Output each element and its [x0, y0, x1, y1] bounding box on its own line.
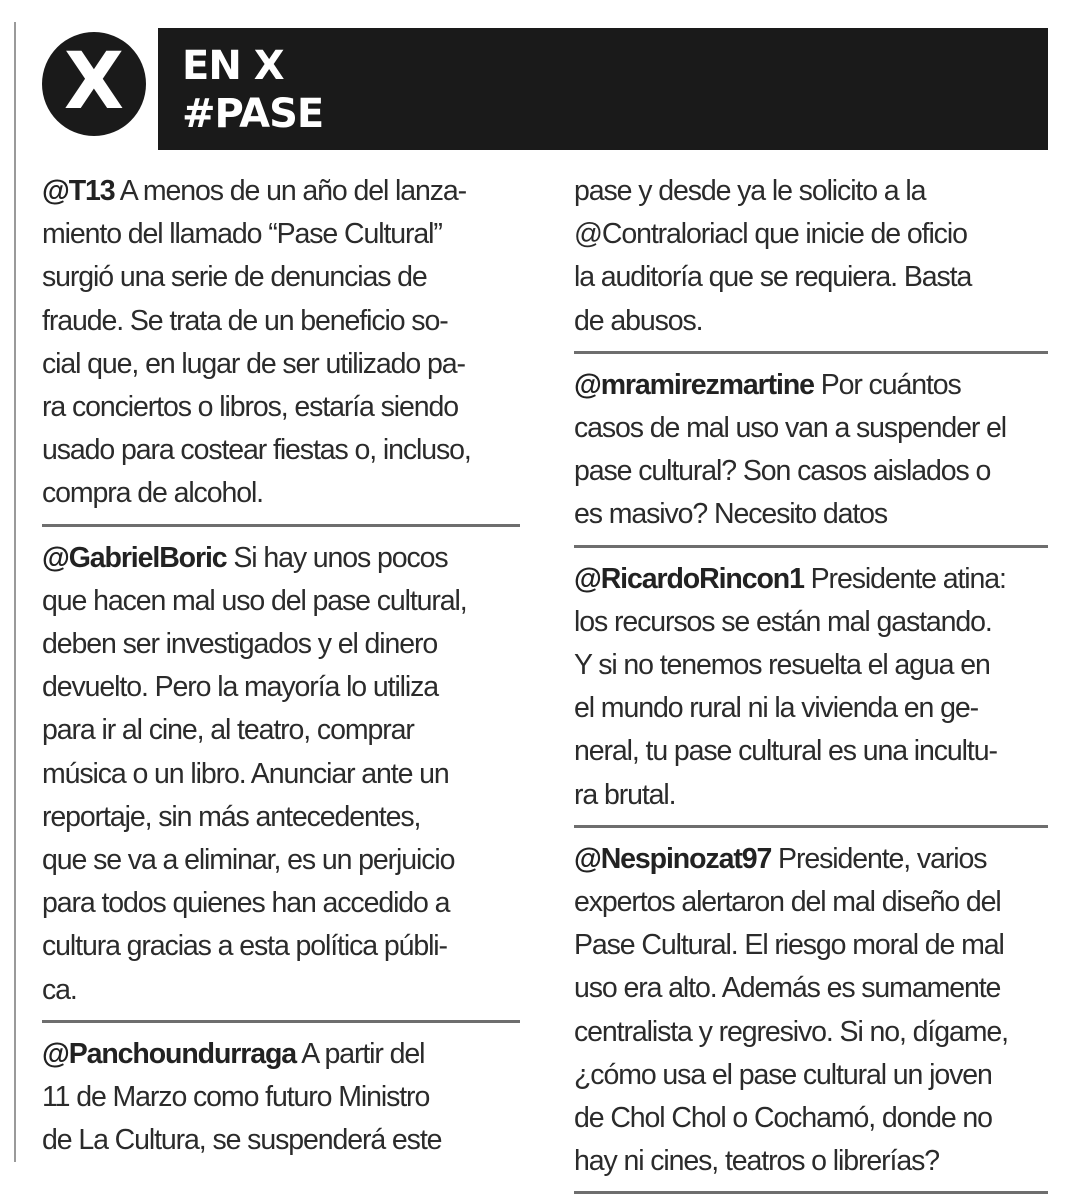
left-column: [42, 170, 520, 1162]
tweet-line: ca.: [42, 973, 77, 1006]
x-logo-icon: [42, 32, 146, 136]
tweet-line: centralista y regresivo. Si no, dígame,: [574, 1015, 1008, 1048]
tweet-line: surgió una serie de denuncias de: [42, 261, 427, 294]
entry-divider: [574, 1191, 1048, 1194]
tweet-line: música o un libro. Anunciar ante un: [42, 757, 449, 790]
tweet-line: cultura gracias a esta política públi-: [42, 930, 447, 963]
tweet-handle: @Nespinozat97: [574, 842, 772, 875]
tweet-line: que se va a eliminar, es un perjuicio: [42, 844, 455, 877]
tweet-line: compra de alcohol.: [42, 477, 264, 510]
tweet-line: uso era alto. Además es sumamente: [574, 972, 1001, 1005]
x-logo-letter: X: [63, 37, 125, 127]
tweet-line: para ir al cine, al teatro, comprar: [42, 714, 414, 747]
tweet-line: cial que, en lugar de ser utilizado pa-: [42, 347, 465, 380]
tweet-line: hay ni cines, teatros o librerías?: [574, 1145, 939, 1178]
tweet-line: [574, 558, 1048, 601]
tweet-line: [42, 1033, 520, 1076]
tweet-line: usado para costear fiestas o, incluso,: [42, 434, 471, 467]
tweet-line: de La Cultura, se suspenderá este: [42, 1124, 442, 1157]
tweet-line: [42, 170, 520, 213]
tweet-line: de Chol Chol o Cochamó, donde no: [574, 1102, 992, 1135]
section-title-line1: EN X: [182, 43, 284, 89]
tweet-line: que hacen mal uso del pase cultural,: [42, 584, 467, 617]
tweet-handle: @Panchoundurraga: [42, 1037, 297, 1070]
tweet-line: el mundo rural ni la vivienda en ge-: [574, 692, 978, 725]
tweet-line: pase y desde ya le solicito a la: [574, 175, 926, 207]
tweet-line: @Contraloriacl que inicie de oficio: [574, 218, 967, 251]
tweet-line: Y si no tenemos resuelta el agua en: [574, 649, 990, 682]
tweet-line: los recursos se están mal gastando.: [574, 605, 992, 638]
tweet-entry-t13: [42, 170, 520, 516]
tweet-handle: @RicardoRincon1: [574, 562, 804, 595]
tweet-handle: @mramirezmartine: [574, 368, 814, 401]
tweet-text: Si hay unos pocos: [226, 541, 448, 574]
tweet-line: pase cultural? Son casos aislados o: [574, 455, 991, 488]
tweet-handle: @GabrielBoric: [42, 541, 227, 574]
tweet-entry-ricardorincon1: [574, 558, 1048, 817]
tweet-line: expertos alertaron del mal diseño del: [574, 886, 1001, 919]
tweet-line: fraude. Se trata de un beneficio so-: [42, 304, 448, 337]
tweet-entry-mramirezmartine: [574, 364, 1048, 537]
tweet-line: [574, 364, 1048, 407]
entry-divider: [574, 351, 1048, 354]
tweet-text: A menos de un año del lanza-: [114, 175, 467, 207]
tweet-line: deben ser investigados y el dinero: [42, 628, 438, 661]
entry-divider: [574, 825, 1048, 828]
section-title-line2: #PASE: [182, 91, 324, 137]
tweet-line: devuelto. Pero la mayoría lo utiliza: [42, 671, 439, 704]
section-header: [158, 28, 1048, 150]
entry-divider: [42, 524, 520, 527]
tweet-line: [574, 838, 1048, 881]
tweet-text: Por cuántos: [813, 368, 961, 401]
tweet-line: de abusos.: [574, 304, 703, 337]
tweet-line: la auditoría que se requiera. Basta: [574, 261, 972, 294]
tweet-line: 11 de Marzo como futuro Ministro: [42, 1081, 430, 1114]
tweet-handle: @T13: [42, 175, 115, 207]
tweet-line: es masivo? Necesito datos: [574, 498, 888, 531]
tweet-line: [42, 537, 520, 580]
tweet-text: Presidente, varios: [771, 842, 987, 875]
tweet-text: A partir del: [296, 1037, 425, 1070]
tweet-line: miento del llamado “Pase Cultural”: [42, 218, 442, 251]
tweet-line: neral, tu pase cultural es una incultu-: [574, 735, 997, 768]
tweet-line: casos de mal uso van a suspender el: [574, 412, 1007, 445]
entry-divider: [42, 1020, 520, 1023]
tweet-entry-gabrielboric: [42, 537, 520, 1012]
tweet-line: para todos quienes han accedido a: [42, 887, 450, 920]
tweet-line: ¿cómo usa el pase cultural un joven: [574, 1058, 992, 1091]
tweet-line: ra brutal.: [574, 778, 676, 811]
page-left-rule: [14, 22, 16, 1162]
tweet-line: Pase Cultural. El riesgo moral de mal: [574, 929, 1004, 962]
tweet-line: ra conciertos o libros, estaría siendo: [42, 391, 459, 424]
right-column: [574, 170, 1048, 1204]
tweet-entry-continuation: [574, 170, 1048, 343]
entry-divider: [574, 545, 1048, 548]
tweet-text: Presidente atina:: [803, 562, 1006, 595]
tweet-entry-nespinozat97: [574, 838, 1048, 1184]
tweet-entry-panchoundurraga: [42, 1033, 520, 1163]
tweet-line: reportaje, sin más antecedentes,: [42, 800, 421, 833]
